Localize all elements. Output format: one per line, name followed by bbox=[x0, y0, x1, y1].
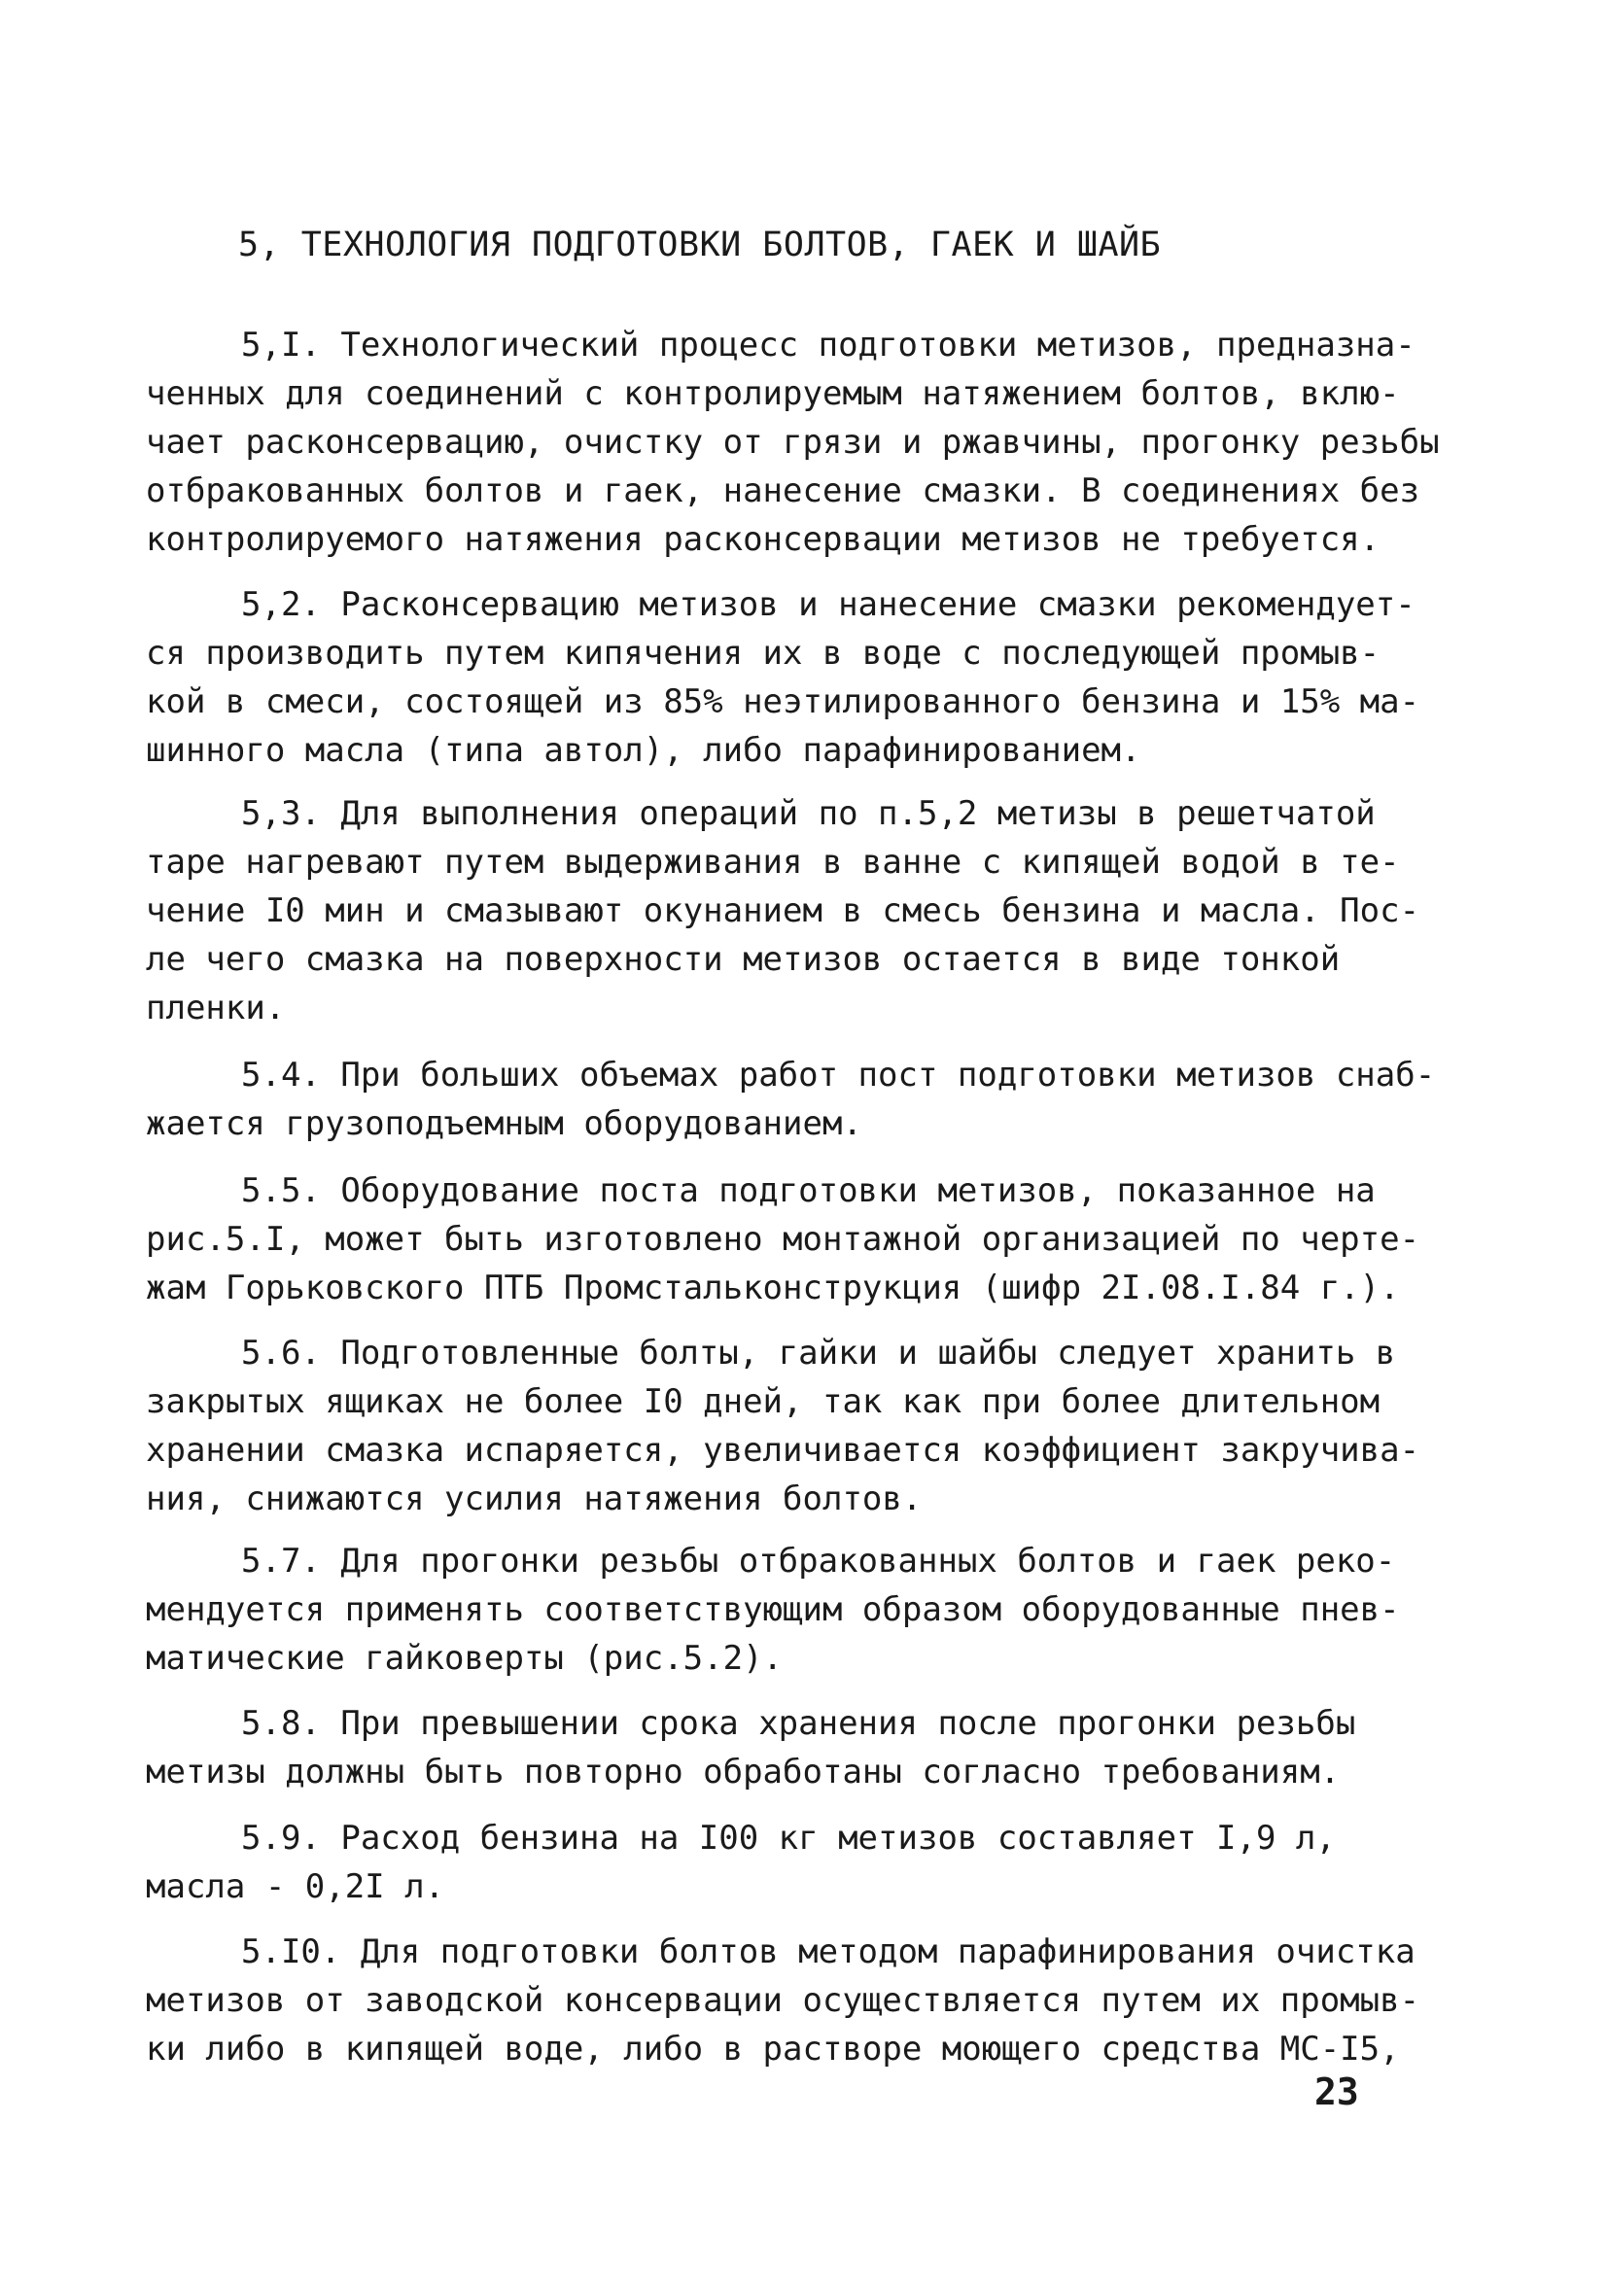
paragraph-line: метизы должны быть повторно обработаны согласно требованиям. bbox=[146, 1753, 1341, 1792]
section-title: 5, ТЕХНОЛОГИЯ ПОДГОТОВКИ БОЛТОВ, ГАЕК И ШАЙБ bbox=[238, 226, 1162, 264]
paragraph-5-1 bbox=[146, 321, 1449, 564]
paragraph-line: 5,2. Расконсервацию метизов и нанесение смазки рекомендует- bbox=[241, 585, 1416, 624]
paragraph-5-8 bbox=[146, 1699, 1449, 1796]
page-number: 23 bbox=[1314, 2070, 1359, 2113]
paragraph-line: чение I0 мин и смазывают окунанием в смесь бензина и масла. Пос- bbox=[146, 891, 1420, 930]
paragraph-5-9 bbox=[146, 1814, 1449, 1911]
paragraph-line: 5.5. Оборудование поста подготовки метизов, показанное на bbox=[241, 1171, 1376, 1210]
paragraph-line: ся производить путем кипячения их в воде с последующей промыв- bbox=[146, 634, 1381, 673]
paragraph-line: 5.7. Для прогонки резьбы отбракованных болтов и гаек реко- bbox=[241, 1542, 1396, 1581]
paragraph-line: ния, снижаются усилия натяжения болтов. bbox=[146, 1479, 923, 1518]
paragraph-line: 5.I0. Для подготовки болтов методом парафинирования очистка bbox=[241, 1932, 1416, 1971]
paragraph-line: хранении смазка испаряется, увеличивается коэффициент закручива- bbox=[146, 1431, 1420, 1470]
paragraph-line: контролируемого натяжения расконсервации метизов не требуется. bbox=[146, 520, 1381, 559]
paragraph-line: 5.8. При превышении срока хранения после прогонки резьбы bbox=[241, 1704, 1356, 1743]
paragraph-5-7 bbox=[146, 1537, 1449, 1683]
paragraph-line: 5,3. Для выполнения операций по п.5,2 метизы в решетчатой bbox=[241, 794, 1376, 833]
paragraph-line: ки либо в кипящей воде, либо в растворе моющего средства МС-I5, bbox=[146, 2030, 1400, 2069]
paragraph-line: 5.6. Подготовленные болты, гайки и шайбы следует хранить в bbox=[241, 1334, 1396, 1373]
paragraph-line: 5.4. При больших объемах работ пост подготовки метизов снаб- bbox=[241, 1056, 1436, 1095]
paragraph-5-5 bbox=[146, 1166, 1449, 1312]
paragraph-line: 5.9. Расход бензина на I00 кг метизов составляет I,9 л, bbox=[241, 1819, 1336, 1858]
paragraph-5-3 bbox=[146, 789, 1449, 1032]
paragraph-line: кой в смеси, состоящей из 85% неэтилированного бензина и 15% ма- bbox=[146, 682, 1420, 721]
paragraph-5-10 bbox=[146, 1928, 1449, 2073]
paragraph-5-4 bbox=[146, 1051, 1449, 1148]
paragraph-line: закрытых ящиках не более I0 дней, так как при более длительном bbox=[146, 1382, 1381, 1421]
paragraph-line: мендуется применять соответствующим образом оборудованные пнев- bbox=[146, 1590, 1400, 1629]
paragraph-line: отбракованных болтов и гаек, нанесение смазки. В соединениях без bbox=[146, 471, 1420, 510]
paragraph-line: пленки. bbox=[146, 989, 286, 1027]
paragraph-line: матические гайковерты (рис.5.2). bbox=[146, 1639, 784, 1678]
paragraph-line: рис.5.I, может быть изготовлено монтажной организацией по черте- bbox=[146, 1220, 1420, 1259]
paragraph-line: жам Горьковского ПТБ Промстальконструкция (шифр 2I.08.I.84 г.). bbox=[146, 1269, 1400, 1307]
paragraph-line: шинного масла (типа автол), либо парафинированием. bbox=[146, 731, 1141, 770]
paragraph-line: ле чего смазка на поверхности метизов остается в виде тонкой bbox=[146, 940, 1341, 979]
paragraph-line: жается грузоподъемным оборудованием. bbox=[146, 1104, 862, 1143]
paragraph-line: 5,I. Технологический процесс подготовки метизов, предназна- bbox=[241, 326, 1416, 365]
paragraph-line: метизов от заводской консервации осуществляется путем их промыв- bbox=[146, 1981, 1420, 2020]
paragraph-line: чает расконсервацию, очистку от грязи и ржавчины, прогонку резьбы bbox=[146, 423, 1440, 462]
paragraph-5-6 bbox=[146, 1329, 1449, 1523]
paragraph-line: таре нагревают путем выдерживания в ванне с кипящей водой в те- bbox=[146, 843, 1400, 882]
paragraph-5-2 bbox=[146, 580, 1449, 775]
paragraph-line: масла - 0,2I л. bbox=[146, 1867, 445, 1906]
paragraph-line: ченных для соединений с контролируемым натяжением болтов, вклю- bbox=[146, 374, 1400, 413]
